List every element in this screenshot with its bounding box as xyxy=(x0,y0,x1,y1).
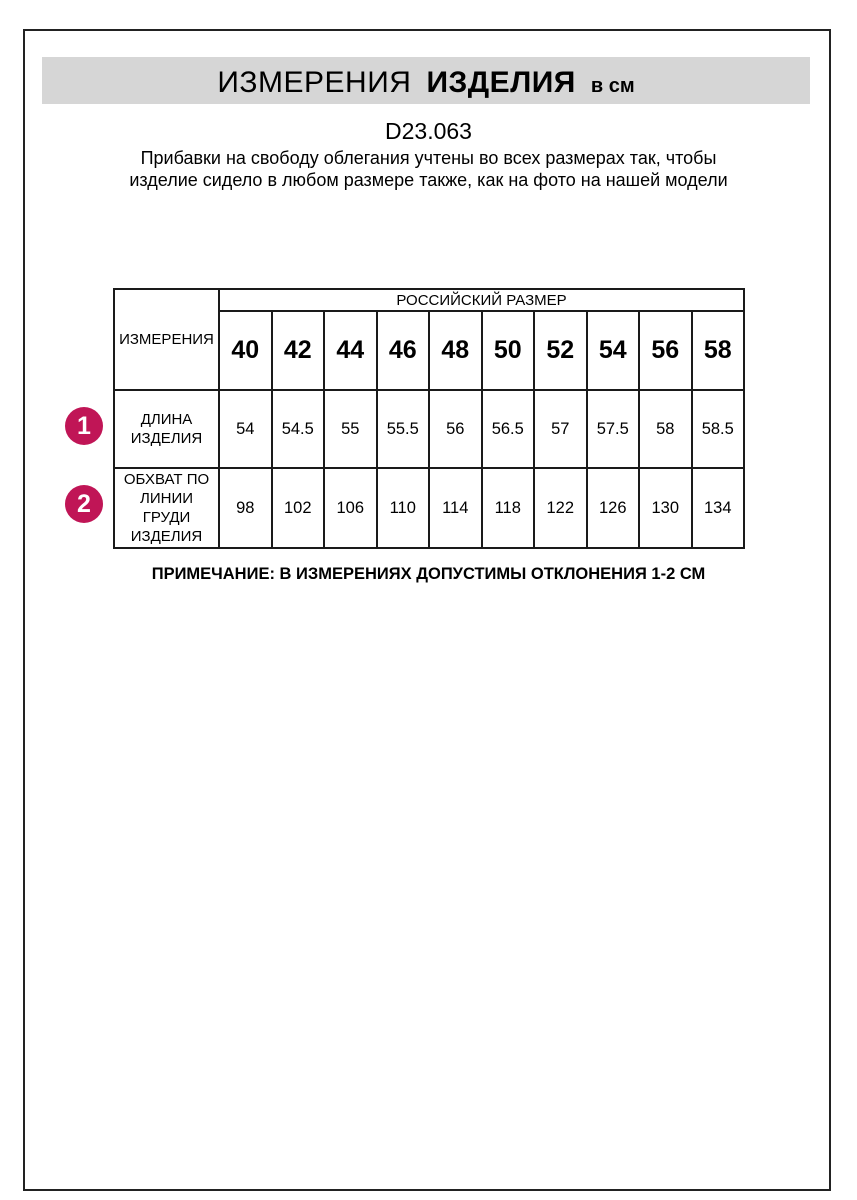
size-header-cell: 44 xyxy=(324,311,377,390)
size-header-cell: 52 xyxy=(534,311,587,390)
measurement-value: 55.5 xyxy=(377,390,430,468)
measurement-value: 56 xyxy=(429,390,482,468)
measurement-label: ОБХВАТ ПО ЛИНИИ ГРУДИ ИЗДЕЛИЯ xyxy=(114,468,219,548)
measurements-column-header: ИЗМЕРЕНИЯ xyxy=(114,289,219,390)
measurement-value: 57 xyxy=(534,390,587,468)
measurement-value: 54.5 xyxy=(272,390,325,468)
size-header-cell: 56 xyxy=(639,311,692,390)
tolerance-note: ПРИМЕЧАНИЕ: В ИЗМЕРЕНИЯХ ДОПУСТИМЫ ОТКЛОНЕНИЯ 1-2 СМ xyxy=(151,565,706,583)
measurement-value: 130 xyxy=(639,468,692,548)
measurement-value: 118 xyxy=(482,468,535,548)
measurement-value: 126 xyxy=(587,468,640,548)
table-row xyxy=(114,468,744,548)
size-header-cell: 50 xyxy=(482,311,535,390)
size-header-cell: 42 xyxy=(272,311,325,390)
measurement-value: 110 xyxy=(377,468,430,548)
measurement-value: 106 xyxy=(324,468,377,548)
measurement-value: 134 xyxy=(692,468,745,548)
measurement-value: 58.5 xyxy=(692,390,745,468)
measurement-value: 55 xyxy=(324,390,377,468)
measurement-value: 98 xyxy=(219,468,272,548)
measurement-value: 56.5 xyxy=(482,390,535,468)
measurement-value: 122 xyxy=(534,468,587,548)
table-row xyxy=(114,390,744,468)
measurement-value: 57.5 xyxy=(587,390,640,468)
size-header-cell: 40 xyxy=(219,311,272,390)
product-code: D23.063 xyxy=(385,118,472,144)
measurement-value: 114 xyxy=(429,468,482,548)
page-border xyxy=(23,29,831,1191)
size-header-cell: 46 xyxy=(377,311,430,390)
size-group-row xyxy=(114,289,744,311)
size-header-cell: 54 xyxy=(587,311,640,390)
measurement-label: ДЛИНА ИЗДЕЛИЯ xyxy=(114,390,219,468)
title-measurements: ИЗМЕРЕНИЯ xyxy=(217,66,412,99)
title-product: ИЗДЕЛИЯ xyxy=(426,66,576,99)
title-unit-cm: в см xyxy=(590,75,635,97)
size-header-cell: 58 xyxy=(692,311,745,390)
size-table xyxy=(113,288,745,549)
row-number-badge-2: 2 xyxy=(65,485,103,523)
measurement-value: 58 xyxy=(639,390,692,468)
measurement-value: 102 xyxy=(272,468,325,548)
size-header-cell: 48 xyxy=(429,311,482,390)
russian-size-header: РОССИЙСКИЙ РАЗМЕР xyxy=(219,289,744,311)
title-bar xyxy=(42,57,810,104)
measurement-value: 54 xyxy=(219,390,272,468)
row-number-badge-1: 1 xyxy=(65,407,103,445)
fit-description: Прибавки на свободу облегания учтены во всех размерах так, чтобы изделие сидело в любом размере также, как на фото на нашей модели xyxy=(129,148,728,190)
